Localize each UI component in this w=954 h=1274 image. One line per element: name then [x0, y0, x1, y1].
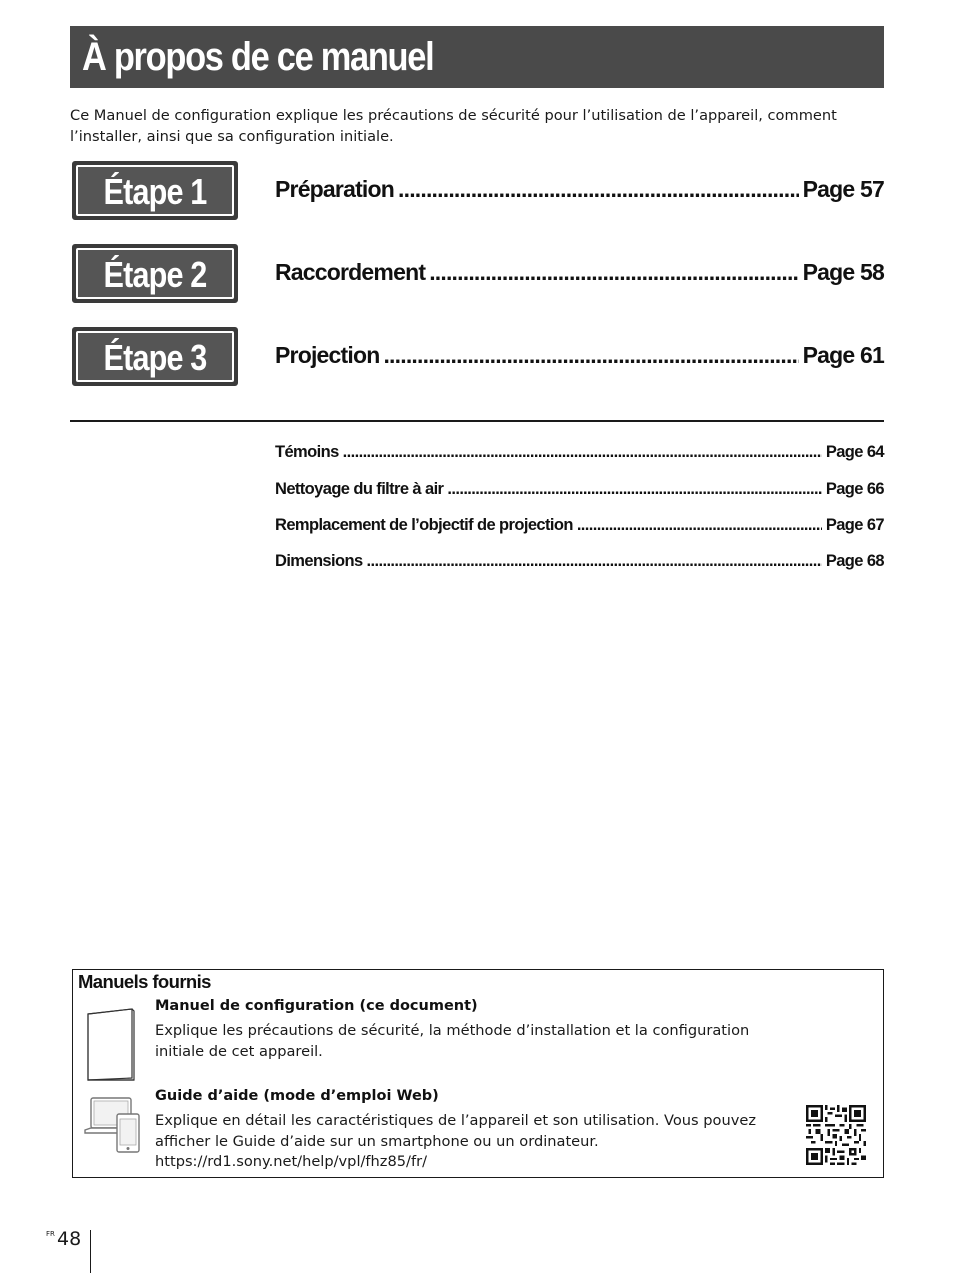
page-number: 48	[57, 1228, 82, 1250]
toc-step-2[interactable]	[275, 259, 884, 286]
qr-code-icon	[806, 1105, 866, 1165]
toc-page: Page 66	[825, 480, 884, 498]
toc-title: Nettoyage du filtre à air	[275, 480, 444, 498]
step-1-badge	[72, 161, 238, 220]
dot-leader	[367, 552, 822, 571]
toc-item[interactable]	[275, 516, 884, 535]
toc-item[interactable]	[275, 552, 884, 571]
toc-title: Dimensions	[275, 552, 363, 570]
toc-item[interactable]	[275, 443, 884, 462]
toc-title: Préparation	[275, 176, 395, 202]
manual-1-title: Manuel de configuration (ce document)	[155, 998, 478, 1014]
intro-paragraph: Ce Manuel de configuration explique les précautions de sécurité pour l’utilisation de l’appareil, comment l’installer, ainsi que sa configuration initiale.	[70, 107, 837, 145]
dot-leader	[383, 342, 798, 369]
toc-page: Page 68	[825, 552, 884, 570]
toc-page: Page 64	[825, 443, 884, 461]
toc-page: Page 57	[802, 176, 884, 202]
manuals-heading: Manuels fournis	[78, 971, 211, 992]
step-2-badge	[72, 244, 238, 303]
devices-icon	[83, 1096, 145, 1156]
step-3-badge	[72, 327, 238, 386]
manual-1-description: Explique les précautions de sécurité, la méthode d’installation et la configuration initiale de cet appareil.	[155, 1022, 750, 1060]
manual-2-description: Explique en détail les caractéristiques de l’appareil et son utilisation. Vous pouvez afficher le Guide d’aide sur un smartphone ou un ordinateur.	[155, 1112, 757, 1150]
step-2-label: Étape 2	[103, 254, 207, 295]
dot-leader	[343, 443, 822, 462]
toc-page: Page 67	[825, 516, 884, 534]
toc-title: Témoins	[275, 443, 339, 461]
toc-step-3[interactable]	[275, 342, 884, 369]
footer-divider	[90, 1230, 91, 1273]
page-title: À propos de ce manuel	[82, 35, 434, 79]
toc-title: Raccordement	[275, 259, 426, 285]
toc-title: Remplacement de l’objectif de projection	[275, 516, 573, 534]
manual-2-title: Guide d’aide (mode d’emploi Web)	[155, 1088, 439, 1104]
dot-leader	[447, 480, 821, 499]
language-code: FR	[46, 1230, 55, 1238]
section-divider	[70, 420, 884, 422]
dot-leader	[577, 516, 822, 535]
toc-step-1[interactable]	[275, 176, 884, 203]
title-bar	[70, 26, 884, 88]
toc-item[interactable]	[275, 480, 884, 499]
manual-2-url[interactable]: https://rd1.sony.net/help/vpl/fhz85/fr/	[155, 1153, 428, 1170]
toc-page: Page 58	[802, 259, 884, 285]
step-3-label: Étape 3	[103, 337, 207, 378]
dot-leader	[429, 259, 798, 286]
dot-leader	[398, 176, 799, 203]
printed-manual-icon	[85, 1008, 137, 1082]
manuals-box	[72, 969, 884, 1178]
toc-page: Page 61	[802, 342, 884, 368]
step-1-label: Étape 1	[103, 171, 207, 212]
toc-title: Projection	[275, 342, 380, 368]
